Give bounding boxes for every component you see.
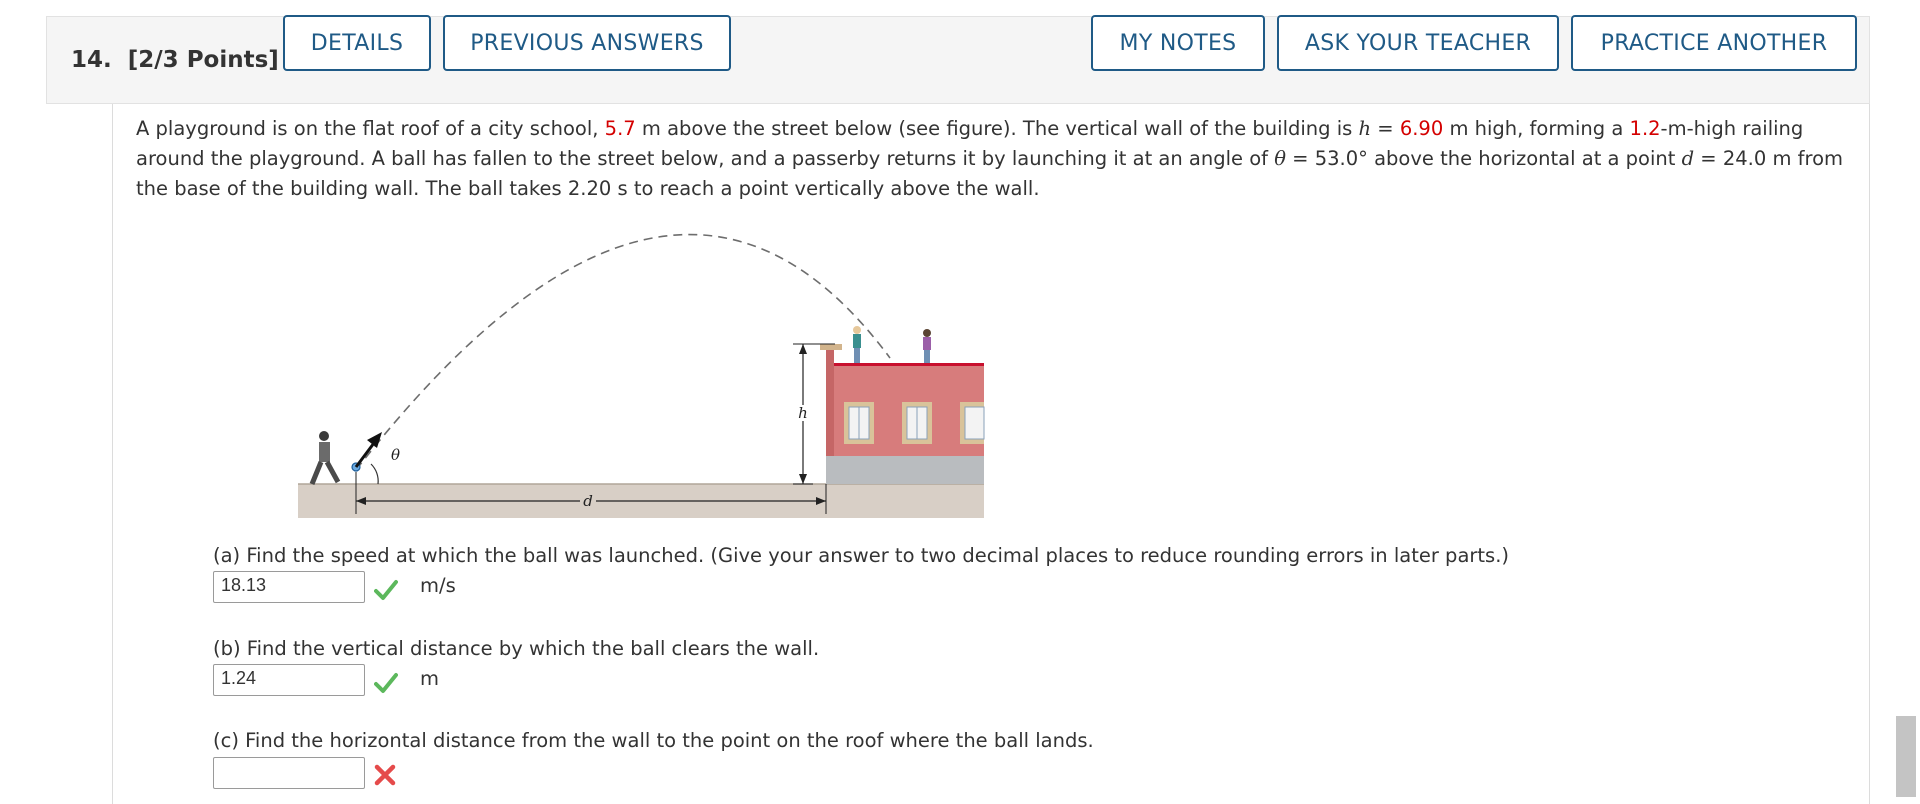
passerby-figure xyxy=(312,431,338,484)
d-label: d xyxy=(583,492,593,510)
part-b-unit: m xyxy=(420,667,439,690)
part-a-answer-field[interactable]: 18.13 xyxy=(213,571,365,603)
scrollbar-thumb[interactable] xyxy=(1896,716,1916,797)
part-b-prompt: (b) Find the vertical distance by which the ball clears the wall. xyxy=(213,637,820,660)
question-number: 14. [2/3 Points] xyxy=(71,47,279,73)
child-figure-1 xyxy=(853,326,861,363)
points-label: [2/3 Points] xyxy=(127,47,279,73)
child-figure-2 xyxy=(923,329,931,363)
building-window-2 xyxy=(902,402,932,444)
theta-arc xyxy=(371,464,378,484)
wall-height-value: 6.90 xyxy=(1399,117,1444,140)
railing xyxy=(826,348,834,368)
practice-another-button[interactable]: PRACTICE ANOTHER xyxy=(1571,15,1857,71)
roof-height-value: 5.7 xyxy=(604,117,636,140)
details-button[interactable]: DETAILS xyxy=(283,15,431,71)
part-c-prompt: (c) Find the horizontal distance from the wall to the point on the roof where the ball lands. xyxy=(213,729,1094,752)
part-c-answer-field[interactable] xyxy=(213,757,365,789)
my-notes-button[interactable]: MY NOTES xyxy=(1091,15,1265,71)
building-window-1 xyxy=(844,402,874,444)
projectile-figure xyxy=(290,222,990,522)
theta-label: θ xyxy=(391,446,401,464)
sidewalk xyxy=(826,456,984,484)
railing-height-value: 1.2 xyxy=(1629,117,1661,140)
previous-answers-button[interactable]: PREVIOUS ANSWERS xyxy=(443,15,731,71)
launch-direction-arrow xyxy=(356,443,374,467)
problem-statement: A playground is on the flat roof of a city school, 5.7 m above the street below (see figure). The vertical wall of the building is h = 6.90 m high, forming a 1.2-m-high railing around the playground. A ball has fallen to the street below, and a passerby returns it by launching it at an angle of θ = 53.0° above the horizontal at a point d = 24.0 m from the base of the building wall. The ball takes 2.20 s to reach a point vertically above the wall. xyxy=(136,117,1844,200)
part-b-answer-field[interactable]: 1.24 xyxy=(213,664,365,696)
h-label: h xyxy=(798,404,808,422)
part-c-incorrect-x-icon xyxy=(374,764,396,786)
building-window-3 xyxy=(960,402,984,444)
ask-your-teacher-button[interactable]: ASK YOUR TEACHER xyxy=(1277,15,1559,71)
part-a-correct-check-icon xyxy=(374,579,398,601)
part-a-unit: m/s xyxy=(420,574,456,597)
ball-trajectory xyxy=(356,235,890,470)
part-a-prompt: (a) Find the speed at which the ball was launched. (Give your answer to two decimal places to reduce rounding errors in later parts.) xyxy=(213,544,1510,567)
part-b-correct-check-icon xyxy=(374,672,398,694)
